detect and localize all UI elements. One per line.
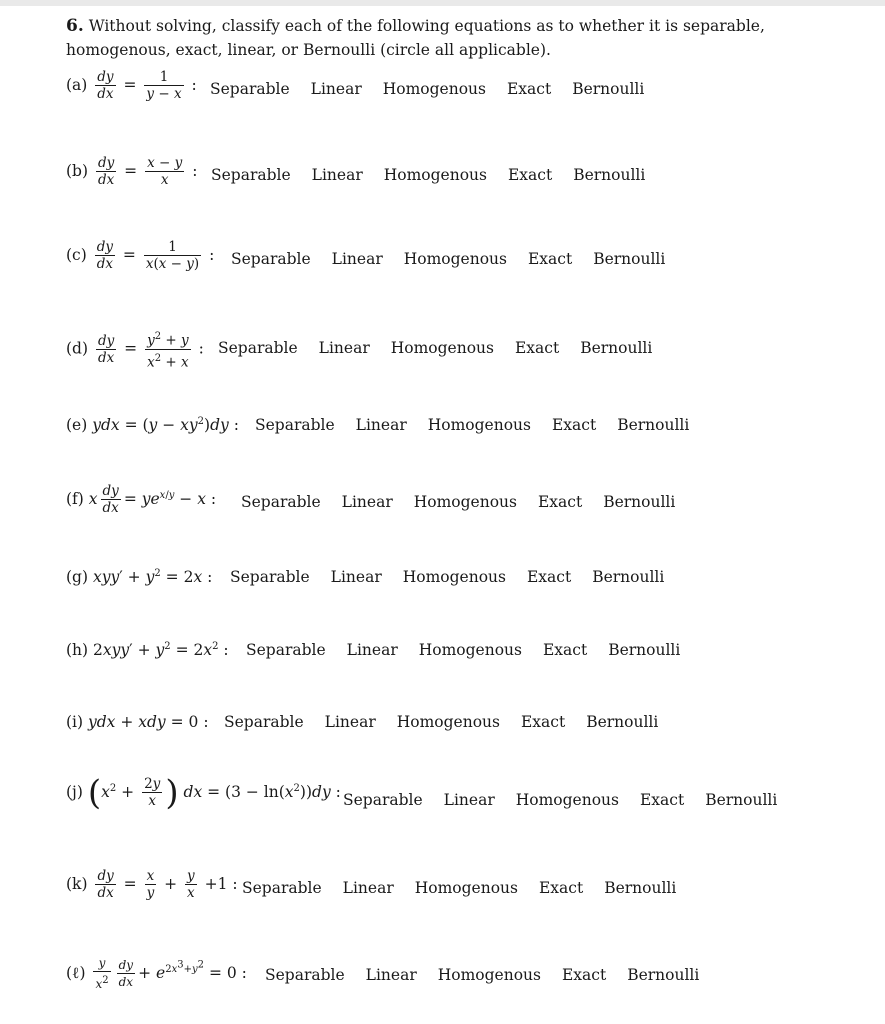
options-d (218, 339, 673, 357)
option-linear[interactable]: Linear (311, 166, 363, 184)
option-bernoulli[interactable]: Bernoulli (586, 713, 659, 731)
item-label: (k) (66, 875, 88, 893)
item-label: (a) (66, 76, 88, 94)
equation-k: (k) $\frac{dy}{dx}$ = $\frac{x}{y}$ + $\frac{y}{x}$ +1 : (66, 868, 238, 901)
item-label: (j) (66, 783, 83, 801)
top-border (0, 0, 885, 6)
option-exact[interactable]: Exact (514, 339, 560, 357)
option-linear[interactable]: Linear (341, 493, 393, 511)
equation-b: (b) $\frac{dy}{dx}$ = $\frac{x - y}{x}$ : (66, 155, 198, 188)
option-bernoulli[interactable]: Bernoulli (593, 250, 666, 268)
item-label: (f) (66, 490, 84, 508)
option-separable[interactable]: Separable (224, 713, 304, 731)
option-bernoulli[interactable]: Bernoulli (603, 493, 676, 511)
equation-a: (a) $\frac{dy}{dx}$ = $\frac{1}{y - x}$ : (66, 69, 197, 102)
option-homogenous[interactable]: Homogenous (414, 879, 518, 897)
item-label: (c) (66, 246, 87, 264)
option-exact[interactable]: Exact (520, 713, 566, 731)
option-homogenous[interactable]: Homogenous (390, 339, 494, 357)
option-exact[interactable]: Exact (527, 250, 573, 268)
options-j (343, 791, 798, 809)
option-bernoulli[interactable]: Bernoulli (604, 879, 677, 897)
option-separable[interactable]: Separable (211, 166, 291, 184)
option-separable[interactable]: Separable (242, 879, 322, 897)
option-separable[interactable]: Separable (343, 791, 423, 809)
option-exact[interactable]: Exact (538, 879, 584, 897)
options-e (255, 416, 710, 434)
option-homogenous[interactable]: Homogenous (515, 791, 619, 809)
option-separable[interactable]: Separable (255, 416, 335, 434)
option-linear[interactable]: Linear (443, 791, 495, 809)
option-exact[interactable]: Exact (507, 166, 553, 184)
item-label: (i) (66, 713, 84, 731)
item-label: (h) (66, 641, 89, 660)
option-bernoulli[interactable]: Bernoulli (705, 791, 778, 809)
option-homogenous[interactable]: Homogenous (418, 641, 522, 659)
options-l (265, 966, 720, 984)
item-label: (d) (66, 339, 89, 358)
option-bernoulli[interactable]: Bernoulli (580, 339, 653, 357)
option-homogenous[interactable]: Homogenous (413, 493, 517, 511)
equation-c: (c) $\frac{dy}{dx}$ = $\frac{1}{x(x - y)}$ : (66, 239, 215, 272)
options-f (241, 493, 696, 511)
option-linear[interactable]: Linear (355, 416, 407, 434)
item-label: (ℓ) (66, 964, 86, 982)
equation-h: (h) $2xyy' + y^2 = 2x^2$ : (66, 641, 229, 660)
options-i (224, 713, 679, 731)
option-linear[interactable]: Linear (324, 713, 376, 731)
options-k (242, 879, 697, 897)
item-label: (e) (66, 416, 88, 435)
option-homogenous[interactable]: Homogenous (402, 568, 506, 586)
equation-e: (e) ydx = $(y - xy^2)dy$ : (66, 416, 239, 435)
option-homogenous[interactable]: Homogenous (427, 416, 531, 434)
option-separable[interactable]: Separable (230, 568, 310, 586)
option-exact[interactable]: Exact (526, 568, 572, 586)
option-separable[interactable]: Separable (265, 966, 345, 984)
equation-d: (d) $\frac{dy}{dx}$ = $\frac{y^2 + y}{x^2 + x}$ : (66, 331, 204, 370)
option-separable[interactable]: Separable (210, 80, 290, 98)
options-h (246, 641, 701, 659)
option-exact[interactable]: Exact (561, 966, 607, 984)
equation-f: (f) x $\frac{dy}{dx}$ = $ye^{x/y} - x$ : (66, 483, 217, 516)
option-exact[interactable]: Exact (506, 80, 552, 98)
option-linear[interactable]: Linear (318, 339, 370, 357)
item-label: (b) (66, 162, 89, 180)
equation-j: (j) ($x^2$ + $\frac{2y}{x}$ ) dx = $(3 - \ln(x^2))dy$ : (66, 773, 341, 813)
problem-text: Without solving, classify each of the following equations as to whether it is separable, homogenous, exact, linear, or Bernoulli (circle all applicable). (66, 17, 765, 59)
option-separable[interactable]: Separable (241, 493, 321, 511)
option-exact[interactable]: Exact (639, 791, 685, 809)
option-separable[interactable]: Separable (218, 339, 298, 357)
equation-i: (i) ydx + xdy = 0 : (66, 713, 209, 731)
equation-l: (ℓ) $\frac{y}{x^2}$ $\frac{dy}{dx}$ + $e^{2x^3+y^2} = 0$ : (66, 956, 247, 991)
option-separable[interactable]: Separable (231, 250, 311, 268)
option-linear[interactable]: Linear (342, 879, 394, 897)
options-c (231, 250, 686, 268)
option-bernoulli[interactable]: Bernoulli (573, 166, 646, 184)
option-linear[interactable]: Linear (346, 641, 398, 659)
option-exact[interactable]: Exact (542, 641, 588, 659)
problem-statement (66, 14, 856, 62)
option-bernoulli[interactable]: Bernoulli (617, 416, 690, 434)
option-bernoulli[interactable]: Bernoulli (608, 641, 681, 659)
options-g (230, 568, 685, 586)
problem-number: 6. (66, 16, 84, 36)
option-homogenous[interactable]: Homogenous (383, 166, 487, 184)
option-exact[interactable]: Exact (537, 493, 583, 511)
option-linear[interactable]: Linear (365, 966, 417, 984)
options-b (211, 166, 666, 184)
option-linear[interactable]: Linear (310, 80, 362, 98)
option-linear[interactable]: Linear (331, 250, 383, 268)
option-bernoulli[interactable]: Bernoulli (572, 80, 645, 98)
equation-g: (g) $xyy' + y^2 = 2x$ : (66, 568, 213, 587)
option-bernoulli[interactable]: Bernoulli (627, 966, 700, 984)
option-homogenous[interactable]: Homogenous (396, 713, 500, 731)
option-homogenous[interactable]: Homogenous (437, 966, 541, 984)
options-a (210, 80, 665, 98)
item-label: (g) (66, 568, 89, 587)
option-homogenous[interactable]: Homogenous (403, 250, 507, 268)
option-exact[interactable]: Exact (551, 416, 597, 434)
option-linear[interactable]: Linear (330, 568, 382, 586)
option-separable[interactable]: Separable (246, 641, 326, 659)
option-bernoulli[interactable]: Bernoulli (592, 568, 665, 586)
option-homogenous[interactable]: Homogenous (382, 80, 486, 98)
